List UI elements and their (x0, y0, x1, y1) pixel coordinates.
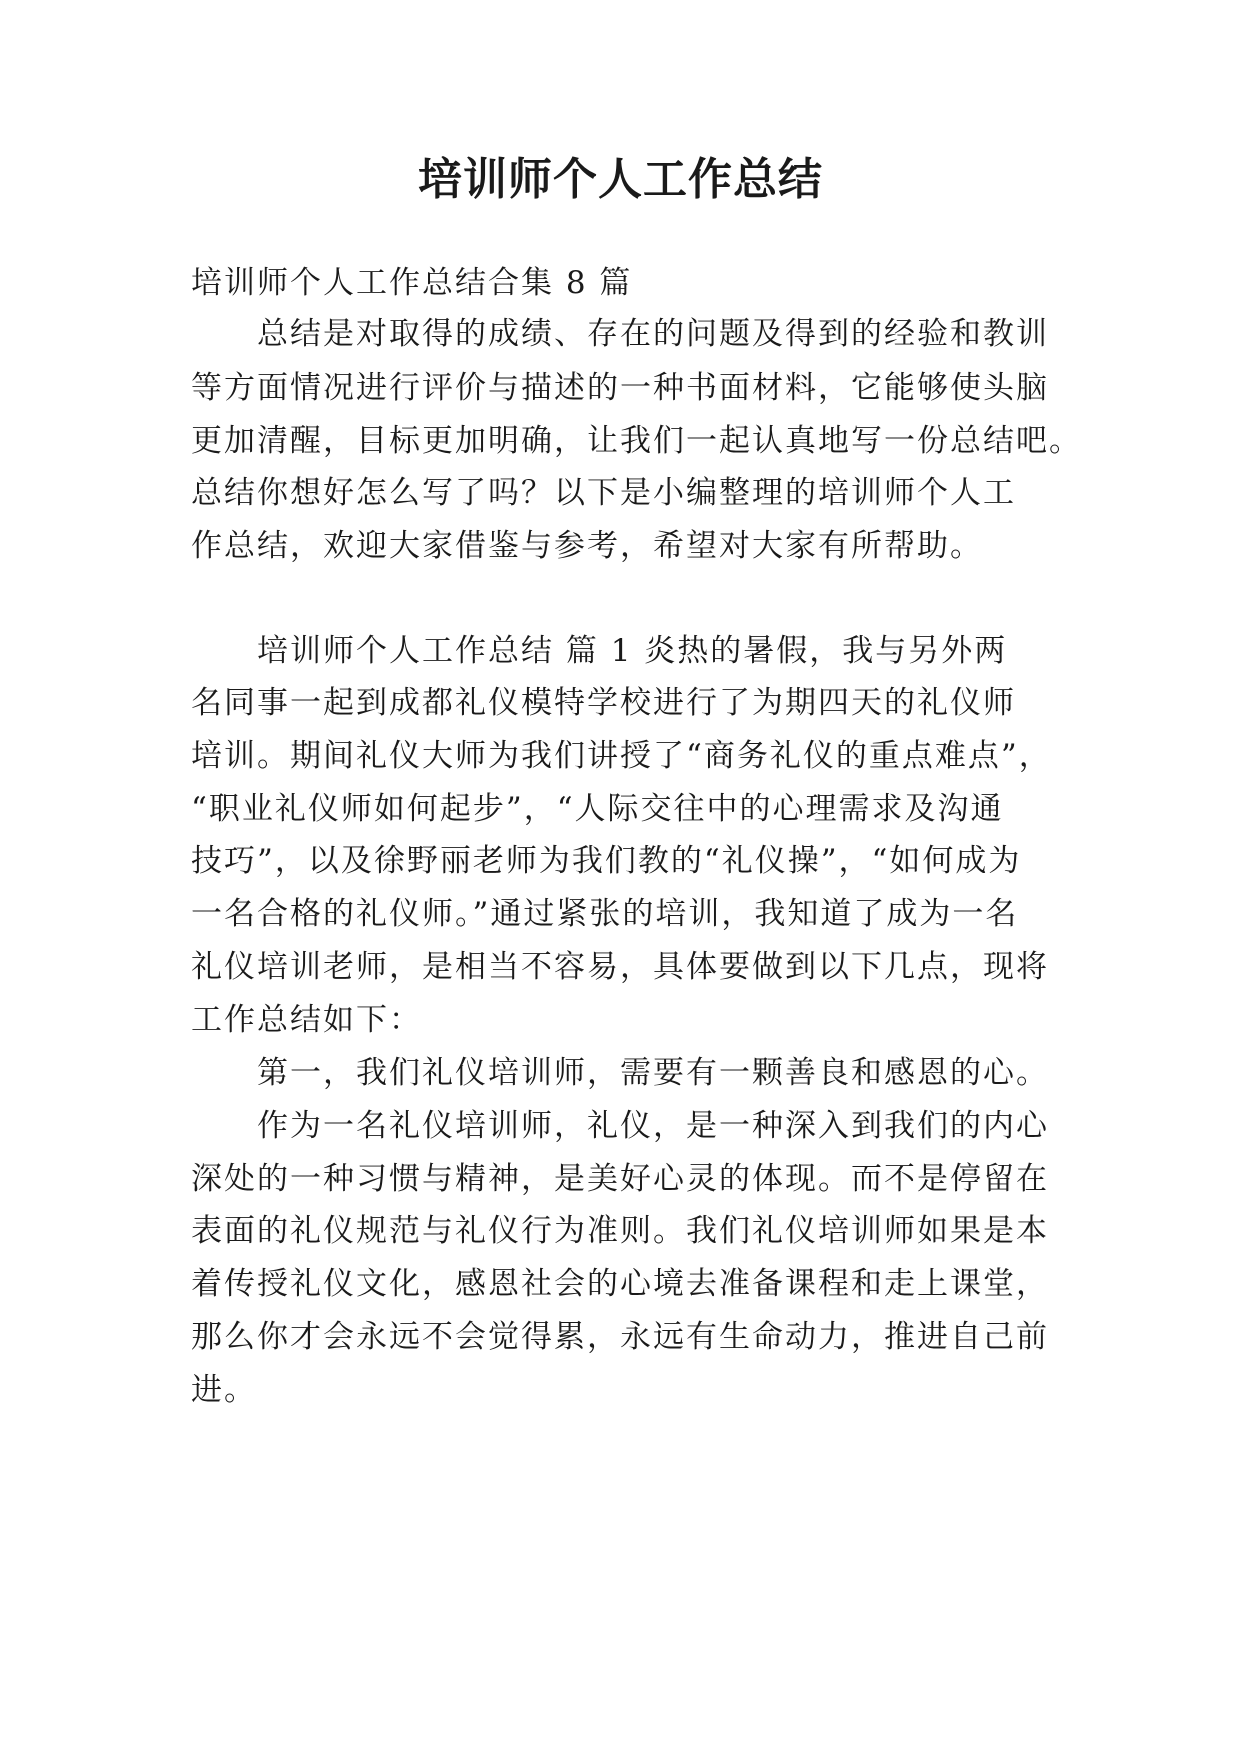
body-line: 一名合格的礼仪师。”通过紧张的培训，我知道了成为一名 (191, 896, 1019, 932)
body-line: 总结你想好怎么写了吗？以下是小编整理的培训师个人工 (191, 475, 1016, 511)
body-line: 工作总结如下： (191, 1002, 422, 1038)
body-line: 作总结，欢迎大家借鉴与参考，希望对大家有所帮助。 (191, 528, 983, 564)
section-heading-line: 培训师个人工作总结 篇 1 炎热的暑假，我与另外两 (257, 633, 1008, 669)
body-line: 第一，我们礼仪培训师，需要有一颗善良和感恩的心。 (257, 1055, 1049, 1091)
body-line: 深处的一种习惯与精神，是美好心灵的体现。而不是停留在 (191, 1161, 1049, 1197)
subtitle-line: 培训师个人工作总结合集 8 篇 (191, 265, 633, 301)
document-title: 培训师个人工作总结 (418, 154, 823, 205)
body-line: 礼仪培训老师，是相当不容易，具体要做到以下几点，现将 (191, 949, 1049, 985)
body-line: “职业礼仪师如何起步”，“人际交往中的心理需求及沟通 (191, 791, 1004, 827)
body-line: 名同事一起到成都礼仪模特学校进行了为期四天的礼仪师 (191, 685, 1016, 721)
body-line: 着传授礼仪文化，感恩社会的心境去准备课程和走上课堂， (191, 1266, 1049, 1302)
body-line: 更加清醒，目标更加明确，让我们一起认真地写一份总结吧。 (191, 423, 1082, 459)
body-line: 总结是对取得的成绩、存在的问题及得到的经验和教训 (257, 316, 1049, 352)
body-line: 技巧”，以及徐野丽老师为我们教的“礼仪操”，“如何成为 (191, 843, 1022, 879)
body-line: 等方面情况进行评价与描述的一种书面材料，它能够使头脑 (191, 370, 1049, 406)
body-line: 作为一名礼仪培训师，礼仪，是一种深入到我们的内心 (257, 1108, 1049, 1144)
body-line: 那么你才会永远不会觉得累，永远有生命动力，推进自己前 (191, 1319, 1049, 1355)
body-line: 进。 (191, 1372, 257, 1408)
body-line: 培训。期间礼仪大师为我们讲授了“商务礼仪的重点难点”， (191, 738, 1052, 774)
body-line: 表面的礼仪规范与礼仪行为准则。我们礼仪培训师如果是本 (191, 1213, 1049, 1249)
